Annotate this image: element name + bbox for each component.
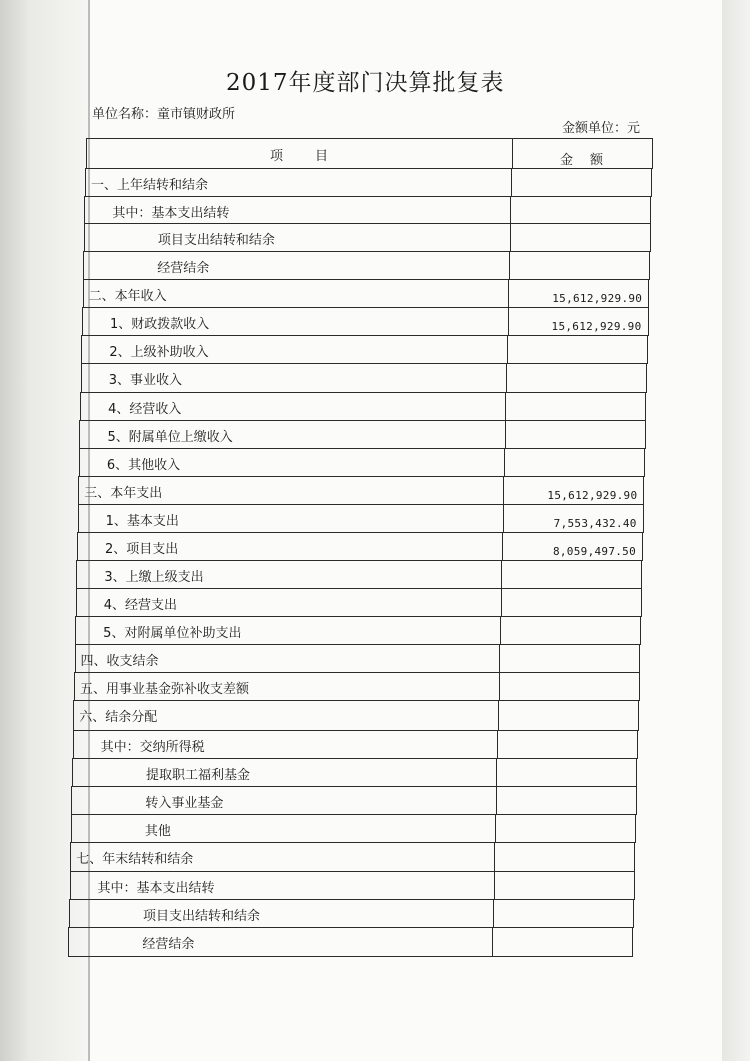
table-right-border	[641, 560, 642, 589]
table-column-divider	[495, 814, 496, 843]
table-top-border	[86, 138, 652, 139]
table-right-border	[643, 476, 644, 505]
row-label: 1、财政拨款收入	[109, 317, 210, 332]
table-right-border	[636, 786, 637, 815]
table-left-border	[80, 392, 81, 421]
row-label: 经营结余	[142, 937, 195, 952]
table-row-border	[85, 168, 651, 169]
table-left-border	[75, 644, 76, 673]
row-label: 5、附属单位上缴收入	[107, 430, 233, 445]
row-label: 3、上缴上级支出	[104, 570, 204, 585]
table-row-border	[83, 279, 649, 280]
table-left-border	[71, 814, 72, 843]
table-left-border	[81, 335, 82, 364]
table-right-border	[641, 588, 642, 617]
row-label: 其中：交纳所得税	[100, 740, 205, 755]
table-column-divider	[501, 588, 502, 617]
table-right-border	[647, 335, 648, 364]
table-right-border	[643, 504, 644, 533]
table-right-border	[637, 730, 638, 759]
table-left-border	[72, 758, 73, 787]
row-label: 4、经营收入	[108, 402, 182, 417]
table-row-border	[82, 335, 648, 336]
table-row-border	[72, 786, 636, 787]
row-label: 其他	[144, 824, 171, 839]
document-title: 2017年度部门决算批复表	[226, 70, 505, 96]
table-row-border	[84, 223, 650, 224]
table-row-border	[77, 532, 642, 533]
table-left-border	[83, 279, 84, 308]
table-column-divider	[512, 138, 513, 169]
row-amount: 15,612,929.90	[547, 489, 638, 502]
table-left-border	[68, 927, 69, 957]
row-amount: 7,553,432.40	[553, 517, 637, 530]
paper-sheet	[90, 0, 722, 1061]
table-left-border	[76, 560, 77, 589]
row-label: 转入事业基金	[145, 796, 224, 811]
row-label: 四、收支结余	[80, 654, 159, 669]
table-column-divider	[506, 363, 507, 393]
table-column-divider	[494, 842, 495, 872]
table-right-border	[642, 532, 643, 561]
table-right-border	[650, 223, 651, 252]
row-label: 4、经营支出	[103, 598, 178, 613]
table-right-border	[648, 279, 649, 308]
row-label: 3、事业收入	[108, 373, 182, 388]
table-column-divider	[502, 532, 503, 561]
table-right-border	[638, 700, 639, 731]
table-row-border	[76, 588, 641, 589]
row-label: 二、本年收入	[88, 289, 167, 304]
table-column-divider	[497, 730, 498, 759]
table-column-divider	[510, 196, 511, 224]
table-left-border	[85, 168, 86, 197]
table-column-divider	[505, 392, 506, 421]
table-left-border	[70, 871, 71, 900]
unit-name: 单位名称：童市镇财政所	[92, 107, 236, 122]
header-item: 项 目	[270, 149, 331, 164]
table-row-border	[68, 956, 632, 957]
table-right-border	[636, 758, 637, 787]
table-right-border	[645, 420, 646, 449]
table-row-border	[78, 504, 643, 505]
table-row-border	[75, 616, 640, 617]
table-column-divider	[504, 448, 505, 477]
table-column-divider	[508, 279, 509, 308]
table-right-border	[632, 927, 633, 957]
table-column-divider	[498, 700, 499, 731]
table-column-divider	[500, 616, 501, 645]
row-amount: 8,059,497.50	[552, 545, 637, 558]
table-row-border	[85, 196, 651, 197]
row-label: 5、对附属单位补助支出	[103, 626, 242, 641]
row-label: 2、上级补助收入	[109, 345, 209, 360]
table-row-border	[79, 476, 644, 477]
row-amount: 15,612,929.90	[551, 320, 642, 333]
row-label: 项目支出结转和结余	[157, 233, 275, 248]
table-row-border	[84, 251, 650, 252]
table-right-border	[652, 138, 653, 169]
table-column-divider	[511, 168, 512, 197]
table-left-border	[84, 196, 85, 224]
table-row-border	[75, 644, 640, 645]
table-left-border	[73, 730, 74, 759]
table-left-border	[74, 672, 75, 701]
table-right-border	[649, 251, 650, 280]
table-left-border	[77, 532, 78, 561]
table-right-border	[648, 307, 649, 336]
binding-shadow	[0, 0, 90, 1061]
table-row-border	[80, 420, 645, 421]
table-right-border	[651, 168, 652, 197]
row-label: 三、本年支出	[84, 486, 163, 501]
table-column-divider	[492, 927, 493, 957]
row-label: 提取职工福利基金	[146, 768, 251, 783]
table-left-border	[84, 223, 85, 252]
row-label: 项目支出结转和结余	[142, 909, 260, 924]
table-row-border	[79, 448, 644, 449]
table-column-divider	[508, 307, 509, 336]
table-right-border	[640, 616, 641, 645]
table-row-border	[81, 363, 646, 364]
table-left-border	[79, 420, 80, 449]
table-left-border	[83, 251, 84, 280]
table-row-border	[72, 758, 636, 759]
table-left-border	[78, 504, 79, 533]
table-left-border	[71, 786, 72, 815]
row-label: 七、年末结转和结余	[76, 852, 194, 867]
table-column-divider	[499, 644, 500, 673]
table-right-border	[635, 814, 636, 843]
row-label: 2、项目支出	[105, 542, 179, 557]
right-edge-shadow	[722, 0, 750, 1061]
row-label: 其中：基本支出结转	[112, 206, 230, 221]
table-right-border	[650, 196, 651, 224]
table-left-border	[78, 476, 79, 505]
header-amount: 金 额	[560, 153, 606, 168]
table-column-divider	[503, 476, 504, 505]
table-column-divider	[507, 335, 508, 364]
table-row-border	[71, 842, 635, 843]
table-row-border	[77, 560, 642, 561]
table-column-divider	[494, 871, 495, 900]
table-column-divider	[509, 251, 510, 280]
table-right-border	[634, 871, 635, 900]
amount-unit: 金额单位：元	[562, 121, 641, 136]
table-column-divider	[496, 786, 497, 815]
table-row-border	[71, 814, 635, 815]
row-label: 一、上年结转和结余	[91, 178, 209, 193]
table-right-border	[639, 672, 640, 701]
table-left-border	[79, 448, 80, 477]
table-column-divider	[501, 560, 502, 589]
table-right-border	[639, 644, 640, 673]
table-left-border	[81, 363, 82, 393]
row-label: 6、其他收入	[106, 458, 181, 473]
table-column-divider	[503, 504, 504, 533]
table-left-border	[86, 138, 87, 169]
table-right-border	[645, 392, 646, 421]
table-row-border	[73, 730, 638, 731]
table-right-border	[646, 363, 647, 393]
table-row-border	[69, 927, 633, 928]
table-row-border	[80, 392, 645, 393]
table-left-border	[73, 700, 74, 731]
row-label: 经营结余	[157, 261, 210, 276]
table-column-divider	[493, 899, 494, 928]
table-row-border	[70, 871, 634, 872]
row-label: 其中：基本支出结转	[97, 881, 215, 896]
table-row-border	[69, 899, 633, 900]
table-row-border	[74, 672, 639, 673]
table-column-divider	[510, 223, 511, 252]
table-column-divider	[505, 420, 506, 449]
table-right-border	[633, 899, 634, 928]
table-column-divider	[496, 758, 497, 787]
row-amount: 15,612,929.90	[552, 292, 643, 305]
table-left-border	[69, 899, 70, 928]
row-label: 五、用事业基金弥补收支差额	[79, 682, 249, 697]
table-row-border	[82, 307, 648, 308]
table-left-border	[82, 307, 83, 336]
row-label: 1、基本支出	[105, 514, 179, 529]
table-right-border	[644, 448, 645, 477]
table-left-border	[70, 842, 71, 872]
table-left-border	[76, 588, 77, 617]
row-label: 六、结余分配	[79, 710, 158, 725]
table-row-border	[74, 700, 639, 701]
table-column-divider	[499, 672, 500, 701]
table-left-border	[75, 616, 76, 645]
table-right-border	[634, 842, 635, 872]
